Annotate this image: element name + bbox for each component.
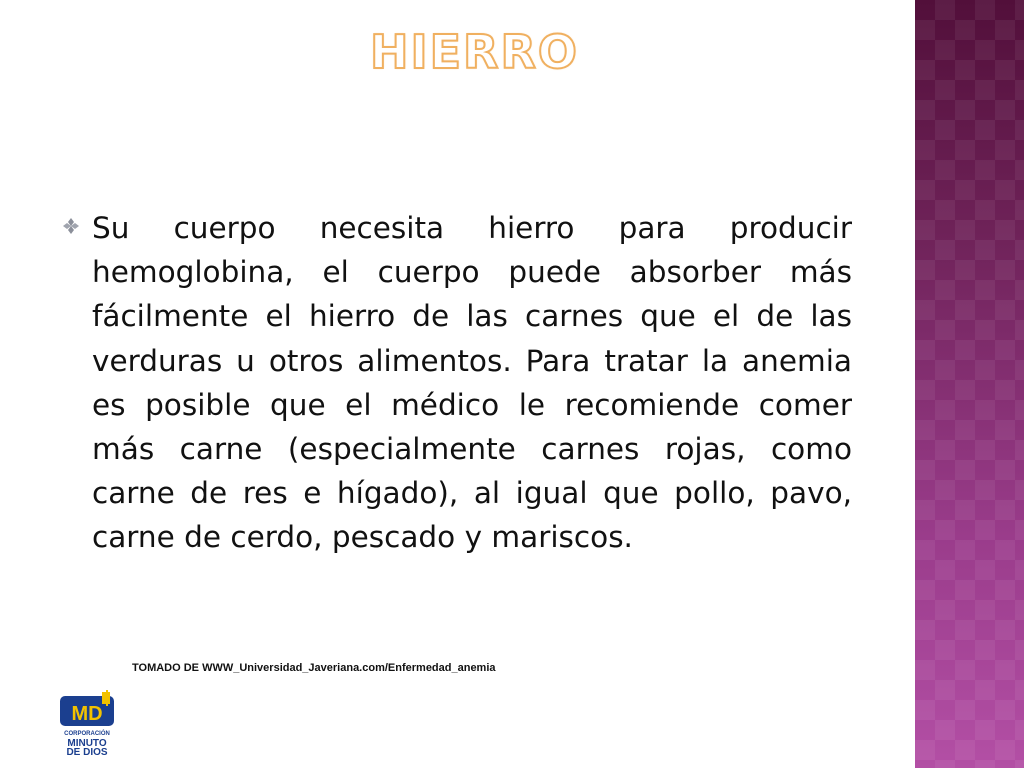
decorative-side-band: [912, 0, 1024, 768]
slide-content: [62, 206, 852, 560]
logo-line-1: CORPORACIÓN: [64, 731, 110, 737]
logo-text: [56, 730, 118, 757]
slide-title: HIERRO: [370, 25, 579, 79]
logo-line-3: DE DIOS: [66, 747, 108, 758]
bullet-item: [62, 206, 852, 560]
diamond-bullet-icon: [62, 216, 92, 236]
logo-initials: MD: [71, 703, 103, 725]
logo-mark-icon: [56, 690, 118, 730]
source-note: TOMADO DE WWW_Universidad_Javeriana.com/Enfermedad_anemia: [132, 662, 496, 674]
bullet-text: Su cuerpo necesita hierro para producir hemoglobina, el cuerpo puede absorber más fácilmente el hierro de las carnes que el de las verduras u otros alimentos. Para tratar la anemia es posible que el médico le recomiende comer más carne (especialmente carnes rojas, como carne de res e hígado), al igual que pollo, pavo, carne de cerdo, pescado y mariscos.: [92, 211, 852, 555]
logo-line-2: MINUTO: [67, 738, 107, 749]
corporacion-minuto-de-dios-logo: [56, 690, 118, 762]
